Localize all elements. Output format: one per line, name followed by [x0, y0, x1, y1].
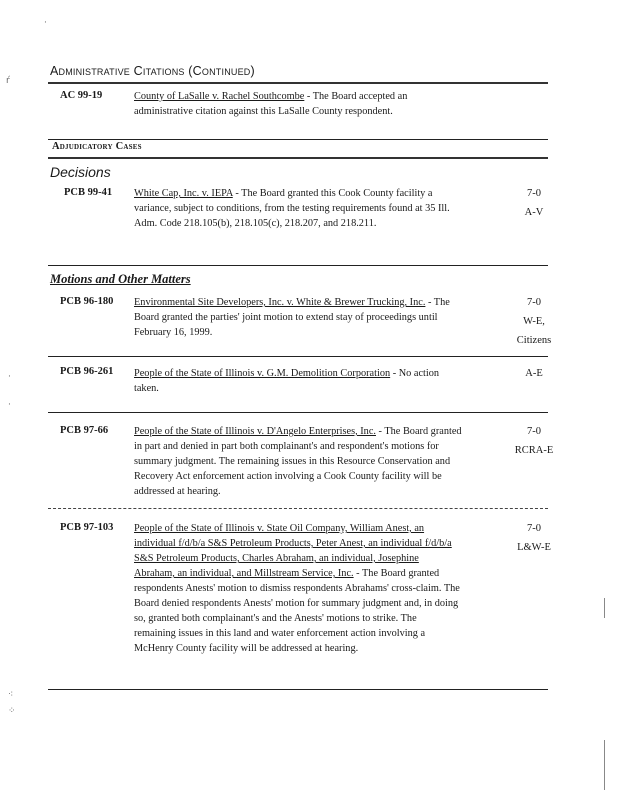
- case-title: People of the State of Illinois v. G.M. Demolition Corporation: [134, 368, 391, 379]
- scan-margin-mark: [604, 598, 605, 618]
- section-rule: [48, 139, 548, 140]
- vote-block: [504, 521, 564, 559]
- case-title: Environmental Site Developers, Inc. v. White & Brewer Trucking, Inc.: [134, 297, 426, 308]
- adjudicatory-cases-heading: Adjudicatory Cases: [52, 141, 142, 152]
- vote-block: [504, 295, 564, 352]
- case-number: PCB 99-41: [64, 187, 113, 198]
- case-type: L&W-E: [517, 542, 551, 553]
- case-number: PCB 97-103: [60, 522, 114, 533]
- case-description: [134, 424, 466, 499]
- case-divider: [48, 412, 548, 413]
- heading-rule: [48, 82, 548, 84]
- scan-speck: ⁘: [8, 706, 16, 716]
- case-summary: - The Board granted the parties' joint motion to extend stay of proceedings until February 16, 1999.: [134, 297, 450, 338]
- case-type: A-V: [524, 207, 544, 218]
- case-summary: - The Board granted respondents Anests' motion to dismiss respondents Abrahams' cross-claim. The Board denied respondents Anests' motion for summary judgment and, in doing so, granted both complainant's and the Anests' motions to strike. The remaining issues in this land and water enforcement action involving a McHenry County facility will be addressed at hearing.: [134, 568, 460, 654]
- scan-speck: ·: [8, 372, 11, 382]
- section-rule: [48, 157, 548, 159]
- scan-speck: ŕ: [6, 76, 10, 86]
- case-description: [134, 186, 456, 231]
- case-description: [134, 366, 464, 396]
- case-title: People of the State of Illinois v. D'Angelo Enterprises, Inc.: [134, 426, 376, 437]
- case-description: [134, 89, 464, 119]
- case-description: [134, 521, 460, 656]
- scan-speck: ·: [8, 400, 11, 410]
- case-type: W-E,: [523, 316, 545, 327]
- case-description: [134, 295, 464, 340]
- vote-count: 7-0: [527, 188, 541, 199]
- case-summary: - The Board accepted an administrative citation against this LaSalle County respondent.: [134, 91, 408, 117]
- case-type-extra: Citizens: [516, 335, 552, 346]
- case-type: RCRA-E: [514, 445, 554, 456]
- vote-block: [504, 186, 564, 224]
- case-divider: [48, 356, 548, 357]
- admin-citations-heading: Administrative Citations (Continued): [50, 64, 255, 78]
- case-number: PCB 96-180: [60, 296, 114, 307]
- case-title: White Cap, Inc. v. IEPA: [134, 188, 233, 199]
- case-title: County of LaSalle v. Rachel Southcombe: [134, 91, 305, 102]
- case-summary: - The Board granted in part and denied in part both complainant's and respondent's motions for summary judgment. The remaining issues in this Resource Conservation and Recovery Act enforcement action involving a Cook County facility will be addressed at hearing.: [134, 426, 462, 497]
- case-type: A-E: [525, 368, 543, 379]
- case-title: People of the State of Illinois v. State Oil Company, William Anest, an individual f/d/b/a S&S Petroleum Products, Peter Anest, an individual f/d/b/a S&S Petroleum Products, Charles Abraham, an individual, Josephine Abraham, an individual, and Millstream Service, Inc.: [134, 523, 452, 579]
- vote-block: [504, 366, 564, 385]
- scan-speck: ⁖: [8, 690, 14, 700]
- section-rule: [48, 265, 548, 266]
- case-divider: [48, 508, 548, 509]
- vote-block: [504, 424, 564, 462]
- case-summary: - The Board granted this Cook County facility a variance, subject to conditions, from the testing requirements found at 35 Ill. Adm. Code 218.105(b), 218.105(c), 218.207, and 218.211.: [134, 188, 450, 229]
- section-rule: [48, 689, 548, 690]
- scan-margin-mark: [604, 740, 605, 790]
- case-number: PCB 97-66: [60, 425, 109, 436]
- decisions-heading: Decisions: [50, 164, 111, 180]
- vote-count: 7-0: [527, 523, 541, 534]
- vote-count: 7-0: [527, 297, 541, 308]
- motions-heading: Motions and Other Matters: [50, 272, 191, 286]
- vote-count: 7-0: [527, 426, 541, 437]
- case-number: PCB 96-261: [60, 366, 114, 377]
- case-number: AC 99-19: [60, 90, 103, 101]
- scan-speck: ·: [44, 18, 47, 28]
- case-summary: - No action taken.: [134, 368, 440, 394]
